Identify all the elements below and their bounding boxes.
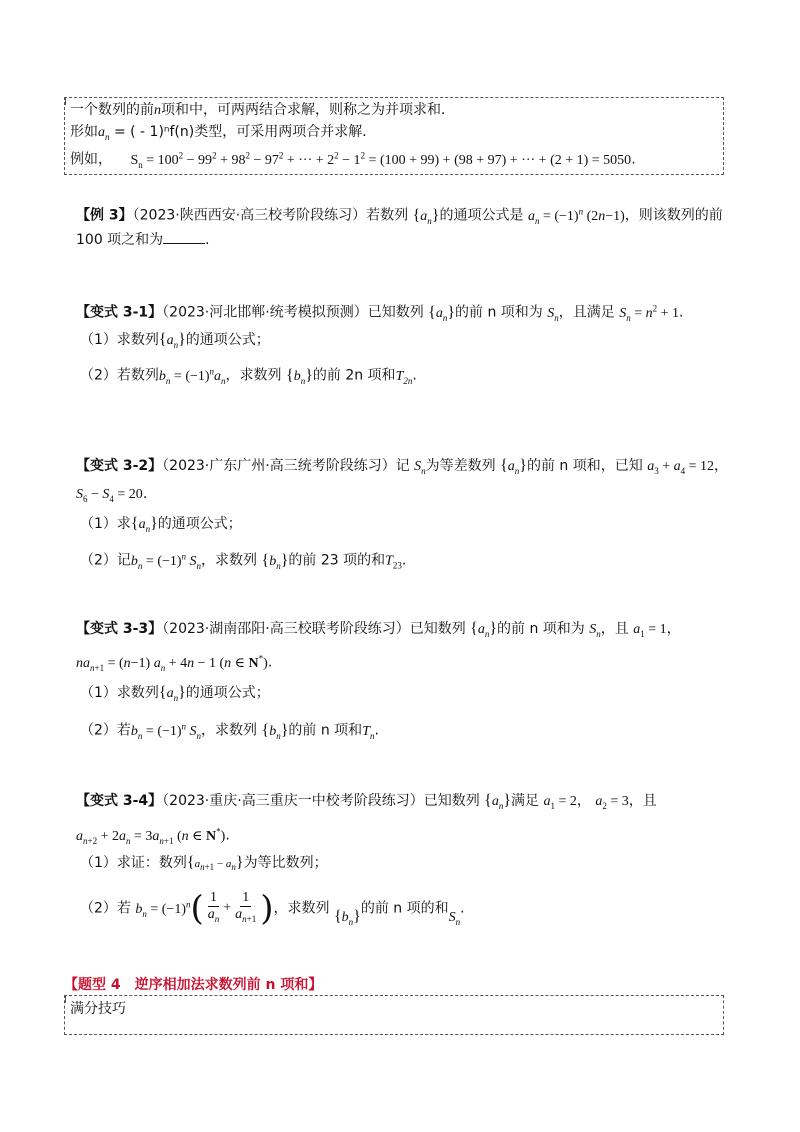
variant32-line-1: 【变式 3-2】（2023·广东广州·高三统考阶段练习）记 $S_n$为等差数列 $\{a_n\}$的前 n 项和，已知 $a_3 + a_4 = 12$， [76, 457, 729, 476]
variant34-line-1: 【变式 3-4】（2023·重庆·高三重庆一中校考阶段练习）已知数列 $\{a_n\}$满足 $a_1 = 2$， $a_2 = 3$，且 [76, 792, 657, 811]
answer-blank[interactable] [163, 231, 205, 244]
variant32-q2: （2）记$b_n = (-1)^n$ $S_n$，求数列 $\{b_n\}$的前 23 项的和$T_{23}$. [80, 551, 407, 571]
intro-line-3: 例如， $S_n = 100^2 - 99^2 + 98^2 - 97^2$ + ··· + $2^2 - 1^2 = (100 + 99) + (98 + 97)$ + ··· + (2 + 1) = 5050. [70, 150, 636, 170]
intro-line-1: 一个数列的前n项和中，可两两结合求解，则称之为并项求和． [70, 102, 455, 118]
variant31-q1: （1）求数列$\{a_n\}$的通项公式； [80, 331, 270, 350]
variant32-line-2: $S_6 - S_4 = 20$. [76, 486, 148, 504]
example3-line-1: 【例 3】（2023·陕西西安·高三校考阶段练习）若数列 $\{a_n\}$的通项公式是 $a_n = (-1)^n$ (2n−1)，则该数列的前 [76, 206, 723, 226]
intro-line-2: 形如$a_n$ = ( - 1)ⁿf(n)类型，可采用两项合并求解． [70, 124, 377, 142]
variant34-q1: （1）求证：数列$\{a_{n+1} - a_n\}$为等比数列； [80, 854, 328, 873]
variant34-line-2: $a_{n+2} + 2a_n = 3a_{n+1}$ (n ∈ N*). [76, 826, 230, 846]
variant33-q1: （1）求数列$\{a_n\}$的通项公式； [80, 684, 270, 703]
variant34-q2: （2）若 $b_n = (-1)^n$( $\frac{1}{a_n}$ + $\frac{1}{a_{n+1}}$ )，求数列 $\{b_n\}$的前 n 项的和$S_n$. [80, 888, 465, 929]
variant31-q2: （2）若数列$b_n = (-1)^na_n$，求数列 $\{b_n\}$的前 2n 项和$T_{2n}$. [80, 366, 417, 386]
section4-title: 【题型 4 逆序相加法求数列前 n 项和】 [64, 977, 323, 993]
variant31-line-1: 【变式 3-1】（2023·河北邯郸·统考模拟预测）已知数列 $\{a_n\}$的前 n 项和为 $S_n$，且满足 $S_n = n^2 + 1$. [76, 303, 684, 323]
variant33-line-2: $na_{n+1} = (n-1) a_n + 4n - 1$ (n ∈ N*). [76, 653, 273, 673]
section4-box-text: 满分技巧 [70, 1001, 126, 1017]
variant32-q1: （1）求$\{a_n\}$的通项公式； [80, 515, 242, 534]
example3-line-2: 100 项之和为 . [76, 232, 210, 248]
section4-box [64, 995, 724, 1035]
variant33-line-1: 【变式 3-3】（2023·湖南邵阳·高三校联考阶段练习）已知数列 $\{a_n\}$的前 n 项和为 $S_n$，且 $a_1 = 1$， [76, 620, 681, 639]
variant33-q2: （2）若$b_n = (-1)^n$ $S_n$，求数列 $\{b_n\}$的前 n 项和$T_n$. [80, 721, 379, 741]
